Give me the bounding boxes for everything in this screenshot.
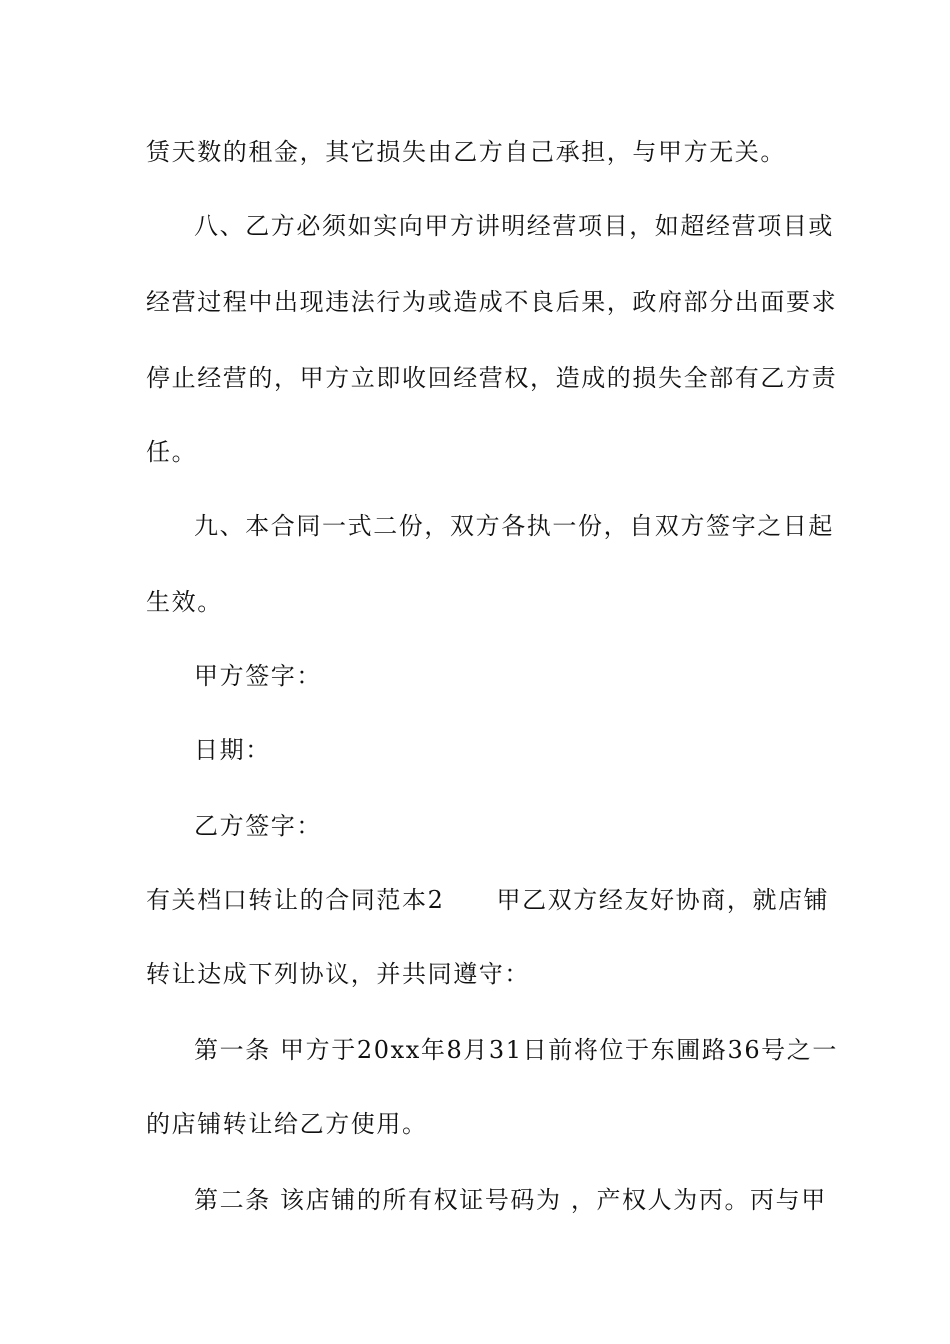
paragraph-line: 八、乙方必须如实向甲方讲明经营项目，如超经营项目或 <box>194 212 834 240</box>
paragraph-text: 甲乙双方经友好协商，就店铺 <box>496 886 830 914</box>
signature-label-party-a: 甲方签字： <box>194 662 322 690</box>
date-label: 日期： <box>194 736 271 764</box>
signature-label-party-b: 乙方签字： <box>194 812 322 840</box>
section-heading-line <box>146 884 830 916</box>
article-one-line: 第一条 甲方于20xx年8月31日前将位于东圃路36号之一 <box>194 1036 838 1064</box>
section-title: 有关档口转让的合同范本2 <box>146 886 445 914</box>
paragraph-line: 九、本合同一式二份，双方各执一份，自双方签字之日起 <box>194 512 834 540</box>
paragraph-line: 的店铺转让给乙方使用。 <box>146 1110 428 1138</box>
paragraph-line: 停止经营的，甲方立即收回经营权，造成的损失全部有乙方责 <box>146 364 838 392</box>
paragraph-line: 经营过程中出现违法行为或造成不良后果，政府部分出面要求 <box>146 288 838 316</box>
paragraph-line: 任。 <box>146 438 198 466</box>
paragraph-line: 赁天数的租金，其它损失由乙方自己承担，与甲方无关。 <box>146 138 786 166</box>
article-two-line: 第二条 该店铺的所有权证号码为 ，产权人为丙。丙与甲 <box>194 1186 827 1214</box>
paragraph-line: 转让达成下列协议，并共同遵守： <box>146 960 530 988</box>
paragraph-line: 生效。 <box>146 588 223 616</box>
